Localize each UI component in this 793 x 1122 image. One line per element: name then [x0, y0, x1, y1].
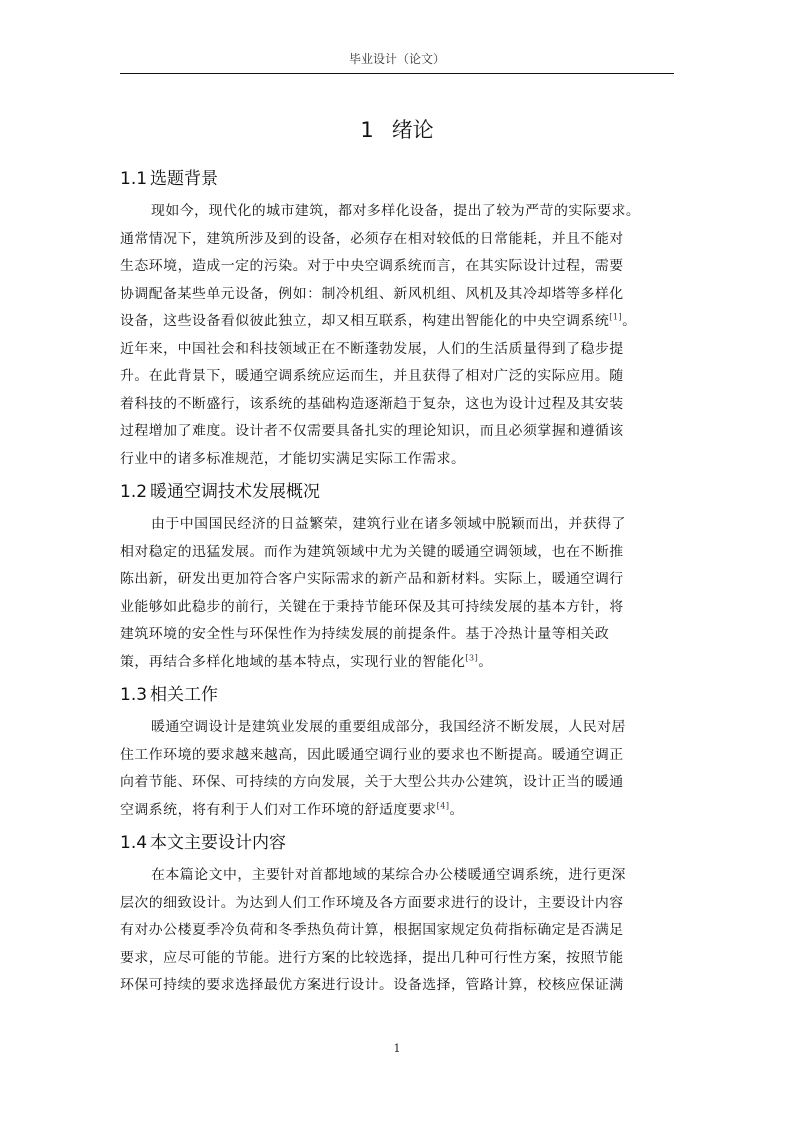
text-line: 建筑环境的安全性与环保性作为持续发展的前提条件。基于冷热计量等相关政 — [120, 626, 610, 642]
text-line: 近年来，中国社会和科技领域正在不断蓬勃发展，人们的生活质量得到了稳步提 — [120, 340, 624, 357]
citation-mark: [3] — [465, 652, 479, 662]
text-line: 业能够如此稳步的前行，关键在于秉持节能环保及其可持续发展的基本方针，将 — [120, 598, 624, 615]
section-title: 选题背景 — [150, 169, 219, 189]
paragraph-1-4 — [120, 862, 674, 1000]
citation-trailing-punct: 。 — [478, 653, 493, 670]
text-line: 层次的细致设计。为达到人们工作环境及各方面要求进行的设计，主要设计内容 — [120, 894, 624, 911]
text-line: 协调配备某些单元设备，例如：制冷机组、新风机组、风机及其冷却塔等多样化 — [120, 285, 624, 302]
text-line: 着科技的不断盛行，该系统的基础构造逐渐趋于复杂，这也为设计过程及其安装 — [120, 395, 624, 412]
text-line: 过程增加了难度。设计者不仅需要具备扎实的理论知识，而且必须掌握和遵循该 — [120, 423, 624, 439]
chapter-title-text: 绪论 — [391, 118, 434, 142]
text-line: 陈出新，研发出更加符合客户实际需求的新产品和新材料。实际上，暖通空调行 — [120, 571, 624, 587]
text-line-with-citation — [120, 308, 674, 336]
page-number: 1 — [393, 1042, 401, 1055]
text-line: 有对办公楼夏季冷负荷和冬季热负荷计算，根据国家规定负荷指标确定是否满足 — [120, 922, 624, 938]
text-line: 环保可持续的要求选择最优方案进行设计。设备选择，管路计算，校核应保证满 — [120, 977, 624, 993]
section-heading-1-2 — [120, 477, 674, 507]
body-content — [120, 164, 674, 1004]
section-number: 1.2 — [120, 482, 148, 502]
text-line: 向着节能、环保、可持续的方向发展，关于大型公共办公建筑，设计正当的暖通 — [120, 774, 624, 790]
citation-mark: [4] — [436, 800, 450, 810]
citation-trailing-punct: 。 — [449, 801, 464, 818]
paragraph-1-1 — [120, 198, 674, 473]
paragraph-1-3 — [120, 714, 674, 824]
section-number: 1.4 — [120, 833, 148, 853]
text-line-with-citation — [120, 649, 674, 677]
paragraph-1-2 — [120, 511, 674, 676]
text-line: 通常情况下，建筑所涉及到的设备，必须存在相对较低的日常能耗，并且不能对 — [120, 230, 624, 247]
text-line: 现如今，现代化的城市建筑，都对多样化设备，提出了较为严苛的实际要求。 — [151, 203, 641, 219]
text-line: 暖通空调设计是建筑业发展的重要组成部分，我国经济不断发展，人民对居 — [151, 719, 626, 735]
running-header: 毕业设计（论文） — [348, 52, 445, 66]
section-heading-1-3 — [120, 680, 674, 710]
header-rule — [120, 73, 674, 74]
chapter-number: 1 — [360, 118, 374, 142]
section-number: 1.1 — [120, 169, 148, 189]
text-line: 由于中国国民经济的日益繁荣，建筑行业在诸多领域中脱颖而出，并获得了 — [151, 516, 626, 532]
text-line: 住工作环境的要求越来越高，因此暖通空调行业的要求也不断提高。暖通空调正 — [120, 746, 624, 763]
chapter-title — [120, 114, 674, 144]
citation-mark: [1] — [609, 312, 623, 322]
text-line-text: 设备，这些设备看似彼此独立，却又相互联系，构建出智能化的中央空调系统 — [120, 313, 610, 329]
section-heading-1-1 — [120, 164, 674, 194]
section-title: 本文主要设计内容 — [150, 833, 287, 853]
text-line-text: 策，再结合多样化地域的基本特点，实现行业的智能化 — [120, 653, 466, 670]
text-line: 行业中的诸多标准规范，才能切实满足实际工作需求。 — [120, 450, 466, 467]
text-line: 生态环境，造成一定的污染。对于中央空调系统而言，在其实际设计过程，需要 — [120, 258, 624, 274]
text-line: 在本篇论文中，主要针对首都地域的某综合办公楼暖通空调系统，进行更深 — [151, 867, 626, 883]
section-title: 暖通空调技术发展概况 — [150, 482, 321, 502]
section-heading-1-4 — [120, 828, 674, 858]
section-title: 相关工作 — [150, 685, 219, 705]
text-line: 升。在此背景下，暖通空调系统应运而生，并且获得了相对广泛的实际应用。随 — [120, 368, 624, 384]
text-line-with-citation — [120, 797, 674, 825]
text-line-text: 空调系统，将有利于人们对工作环境的舒适度要求 — [120, 801, 437, 818]
text-line: 要求，应尽可能的节能。进行方案的比较选择，提出几种可行性方案，按照节能 — [120, 949, 624, 966]
section-number: 1.3 — [120, 685, 148, 705]
citation-trailing-punct: 。 — [622, 313, 637, 329]
text-line: 相对稳定的迅猛发展。而作为建筑领域中尤为关键的暖通空调领域，也在不断推 — [120, 543, 624, 560]
